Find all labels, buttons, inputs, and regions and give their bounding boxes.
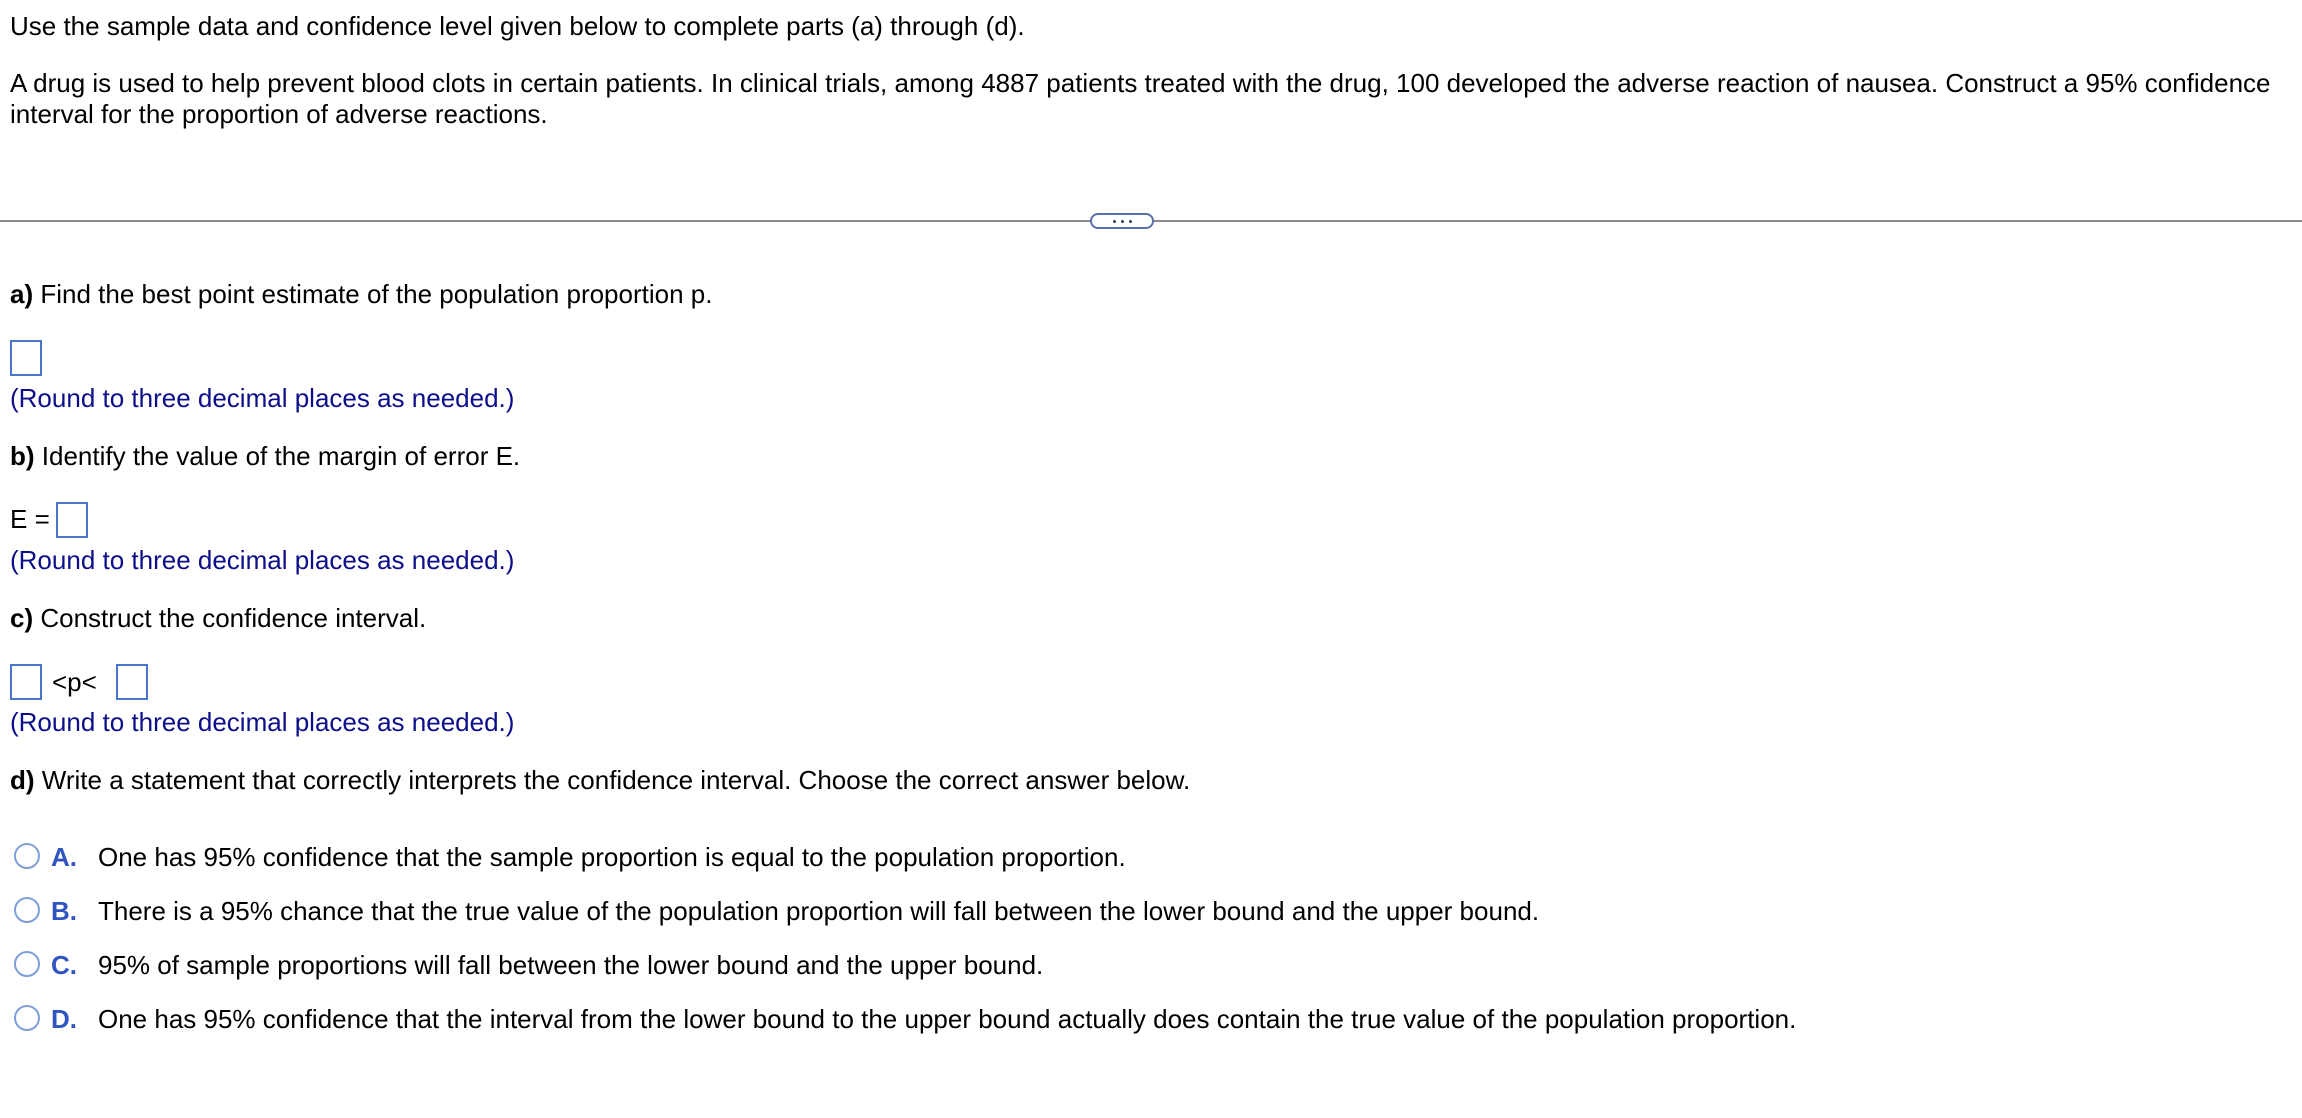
option-c-radio[interactable] xyxy=(14,951,40,977)
option-c-text[interactable]: 95% of sample proportions will fall between the lower bound and the upper bound. xyxy=(98,950,1044,980)
part-a-question xyxy=(10,279,712,309)
part-b-question-text: Identify the value of the margin of error E. xyxy=(41,441,521,471)
instructions-text: Use the sample data and confidence level given below to complete parts (a) through (d). xyxy=(10,11,1025,41)
option-d-radio[interactable] xyxy=(14,1005,40,1031)
margin-of-error-input[interactable] xyxy=(56,502,88,538)
option-d-text[interactable]: One has 95% confidence that the interval from the lower bound to the upper bound actually does contain the true value of the population proportion. xyxy=(98,1004,1797,1034)
option-b-radio[interactable] xyxy=(14,897,40,923)
part-c-hint: (Round to three decimal places as needed.) xyxy=(10,707,515,737)
ellipsis-dot-icon xyxy=(1129,220,1132,223)
option-a-text[interactable]: One has 95% confidence that the sample proportion is equal to the population proportion. xyxy=(98,842,1126,872)
problem-statement: A drug is used to help prevent blood clots in certain patients. In clinical trials, among 4887 patients treated with the drug, 100 developed the adverse reaction of nausea. Construct a 95% confidence interval for the proportion of adverse reactions. xyxy=(10,68,2271,129)
part-a-question-text: Find the best point estimate of the population proportion p. xyxy=(40,279,713,309)
option-d-letter[interactable]: D. xyxy=(51,1004,77,1034)
part-d-label: d) xyxy=(10,765,35,795)
point-estimate-input[interactable] xyxy=(10,340,42,376)
option-a-letter[interactable]: A. xyxy=(51,842,77,872)
ellipsis-dot-icon xyxy=(1113,220,1116,223)
part-c-question xyxy=(10,603,426,633)
part-a-hint: (Round to three decimal places as needed.) xyxy=(10,383,515,413)
part-c-label: c) xyxy=(10,603,34,633)
ellipsis-dot-icon xyxy=(1121,220,1124,223)
part-b-label: b) xyxy=(10,441,35,471)
interval-inequality-text: <p< xyxy=(52,667,97,697)
part-d-question-text: Write a statement that correctly interprets the confidence interval. Choose the correct answer below. xyxy=(41,765,1191,795)
expand-ellipsis-button[interactable] xyxy=(1090,213,1154,229)
lower-bound-input[interactable] xyxy=(10,664,42,700)
option-c-letter[interactable]: C. xyxy=(51,950,77,980)
upper-bound-input[interactable] xyxy=(116,664,148,700)
option-b-letter[interactable]: B. xyxy=(51,896,77,926)
part-c-question-text: Construct the confidence interval. xyxy=(40,603,427,633)
part-a-label: a) xyxy=(10,279,34,309)
option-a-radio[interactable] xyxy=(14,843,40,869)
margin-error-prefix: E = xyxy=(10,504,50,534)
option-b-text[interactable]: There is a 95% chance that the true value of the population proportion will fall between the lower bound and the upper bound. xyxy=(98,896,1540,926)
part-b-hint: (Round to three decimal places as needed.) xyxy=(10,545,515,575)
part-b-question xyxy=(10,441,520,471)
part-d-question xyxy=(10,765,1190,795)
